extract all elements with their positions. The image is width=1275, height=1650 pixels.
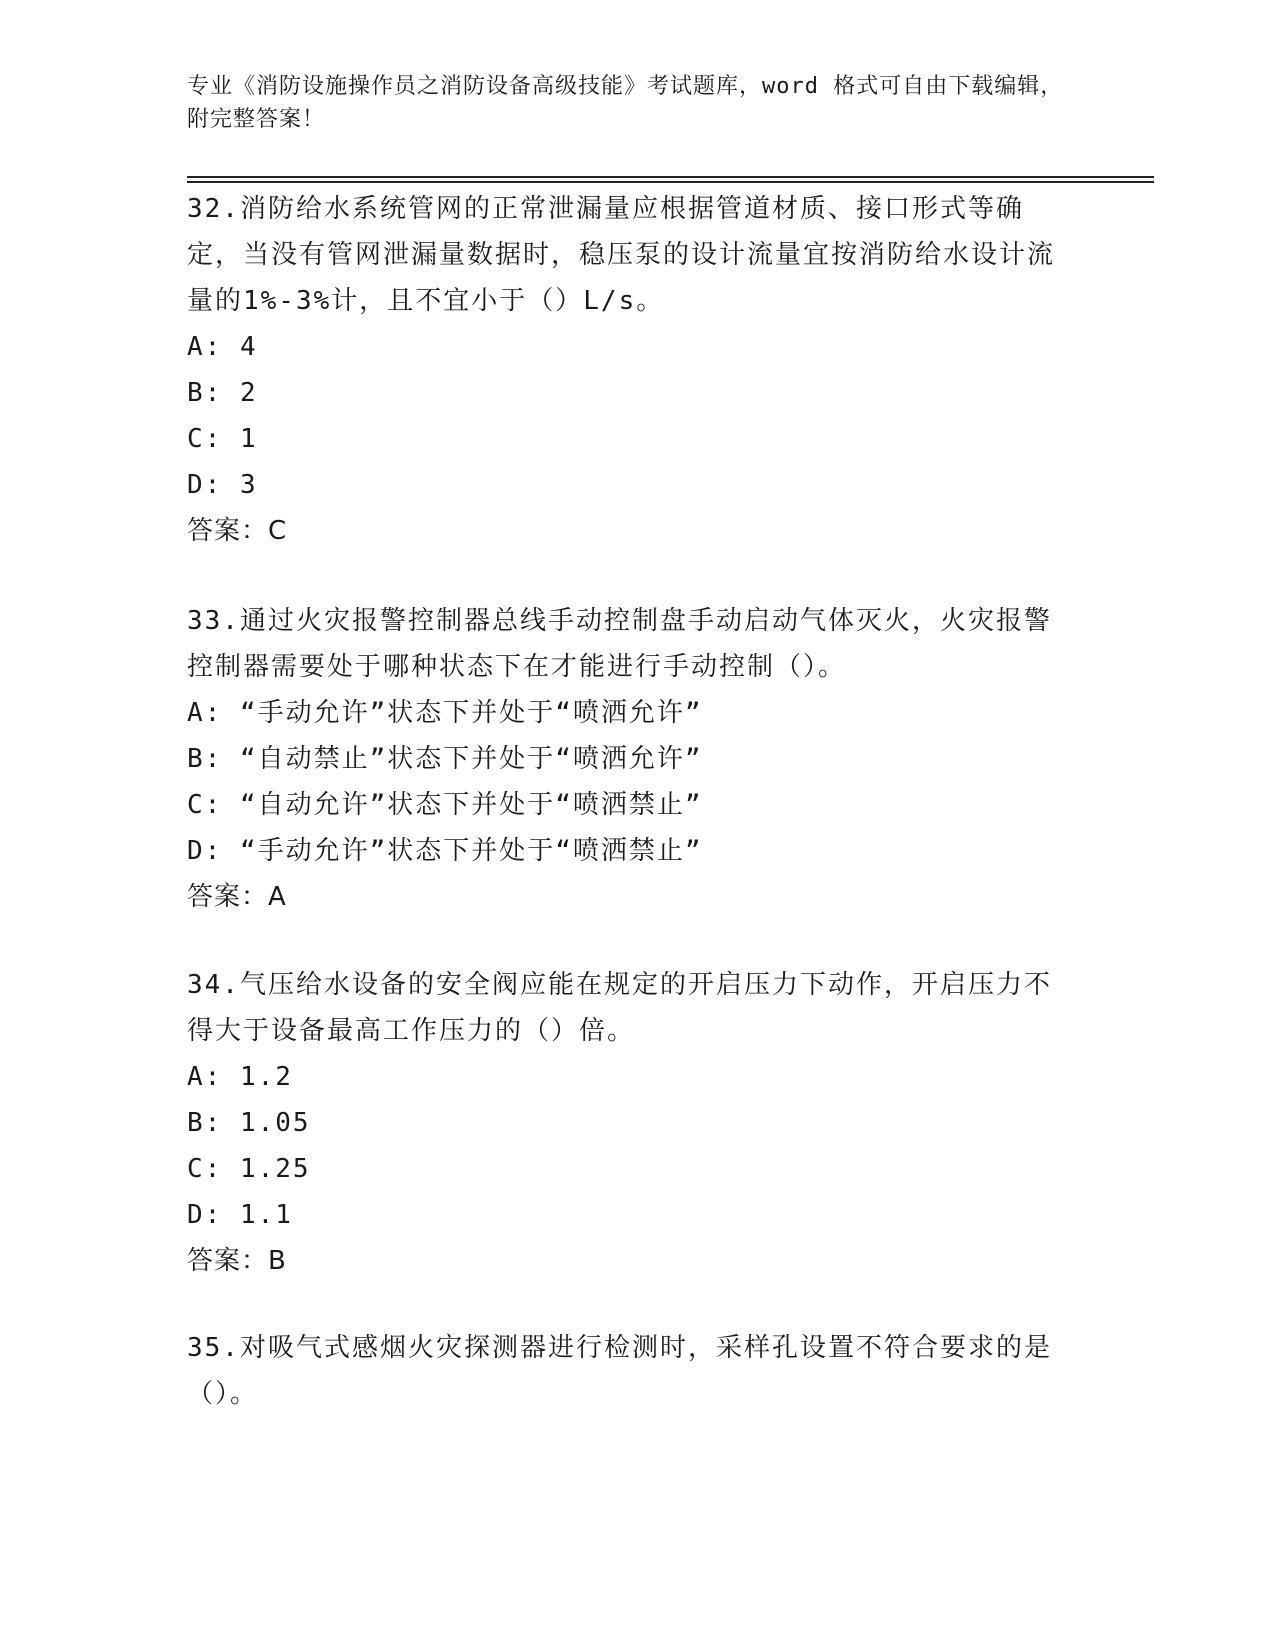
option-a: A: “手动允许”状态下并处于“喷洒允许” [187,698,703,728]
question-text: 33.通过火灾报警控制器总线手动控制盘手动启动气体灭火，火灾报警控制器需要处于哪种状态下在才能进行手动控制（）。 [187,606,1052,682]
answer: 答案：B [187,1246,287,1276]
option-b: B: 2 [187,378,258,408]
question-34 [187,962,1077,1284]
question-text: 32.消防给水系统管网的正常泄漏量应根据管道材质、接口形式等确定，当没有管网泄漏量数据时，稳压泵的设计流量宜按消防给水设计流量的1%-3%计，且不宜小于（）L/s。 [187,194,1056,316]
question-text: 35.对吸气式感烟火灾探测器进行检测时，采样孔设置不符合要求的是（）。 [187,1333,1052,1409]
option-b: B: 1.05 [187,1108,311,1138]
option-a: A: 4 [187,332,258,362]
option-c: C: 1.25 [187,1154,311,1184]
header-divider-top [187,176,1154,178]
option-d: D: 1.1 [187,1200,293,1230]
question-text: 34.气压给水设备的安全阀应能在规定的开启压力下动作，开启压力不得大于设备最高工作压力的（）倍。 [187,970,1052,1046]
option-d: D: “手动允许”状态下并处于“喷洒禁止” [187,836,703,866]
question-35 [187,1325,1077,1417]
option-c: C: 1 [187,424,258,454]
question-33 [187,598,1077,920]
option-a: A: 1.2 [187,1062,293,1092]
option-c: C: “自动允许”状态下并处于“喷洒禁止” [187,790,703,820]
question-32 [187,186,1077,554]
option-b: B: “自动禁止”状态下并处于“喷洒允许” [187,744,703,774]
option-d: D: 3 [187,470,258,500]
header-divider-bottom [187,181,1154,183]
answer: 答案：C [187,516,288,546]
document-header: 专业《消防设施操作员之消防设备高级技能》考试题库，word 格式可自由下载编辑，附完整答案！ [187,74,1064,132]
answer: 答案：A [187,882,287,912]
